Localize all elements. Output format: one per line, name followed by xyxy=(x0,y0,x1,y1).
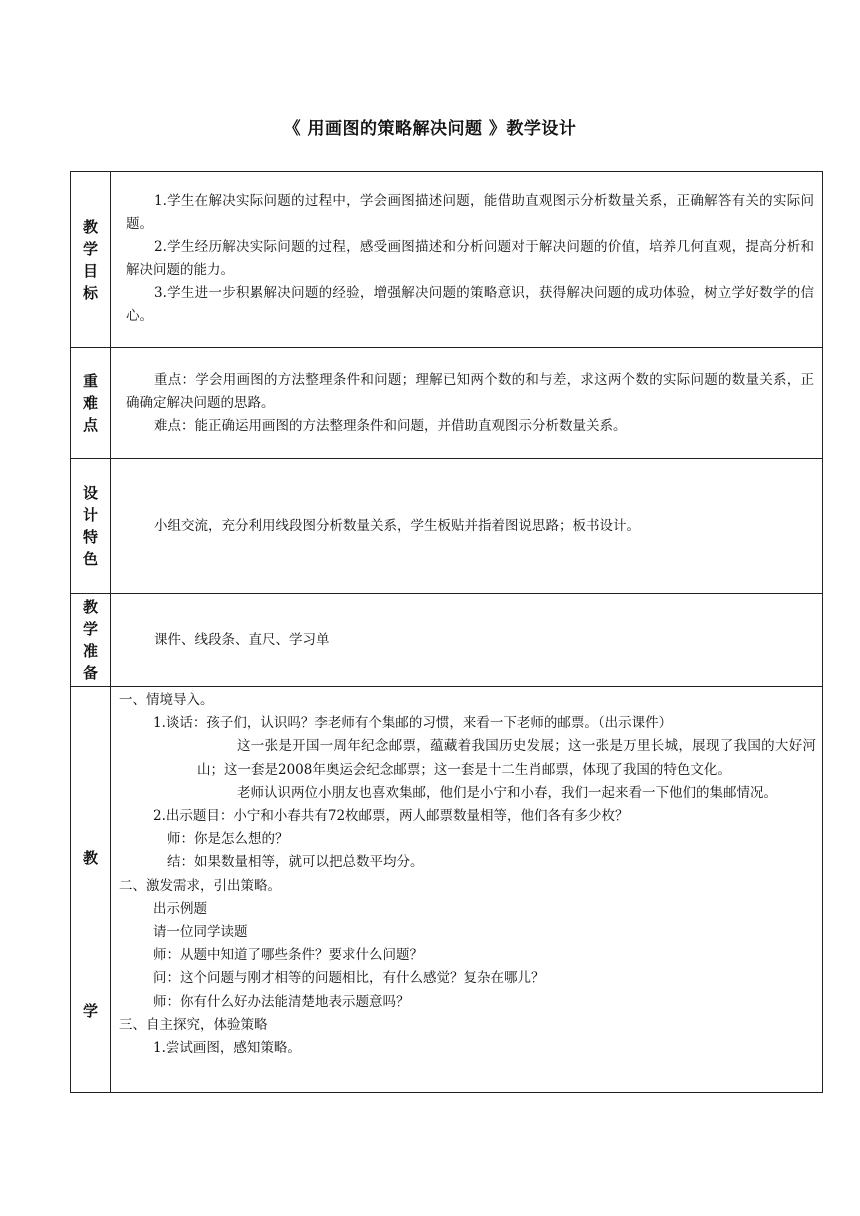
document-title: 《 用画图的策略解决问题 》教学设计 xyxy=(283,119,577,139)
preparation-row xyxy=(71,594,823,687)
teaching-line: 1.谈话：孩子们，认识吗？李老师有个集邮的习惯，来看一下老师的邮票。（出示课件） xyxy=(153,715,673,732)
section-heading-2: 二、激发需求，引出策略。 xyxy=(119,877,281,894)
difficult-point-paragraph: 难点：能正确运用画图的方法整理条件和问题，并借助直观图示分析数量关系。 xyxy=(154,418,627,434)
goal-paragraph-3: 3.学生进一步积累解决问题的经验，增强解决问题的策略意识，获得解决问题的成功体验，树立学好数学的信心。 xyxy=(126,285,814,324)
goals-row xyxy=(71,172,823,348)
teaching-label-bottom: 学 xyxy=(82,1002,98,1020)
features-text: 小组交流，充分利用线段图分析数量关系，学生板贴并指着图说思路；板书设计。 xyxy=(154,517,640,534)
teaching-row xyxy=(71,687,823,1093)
teaching-line: 请一位同学读题 xyxy=(153,924,248,941)
teaching-line: 出示例题 xyxy=(153,900,207,917)
goal-paragraph-2: 2.学生经历解决实际问题的过程，感受画图描述和分析问题对于解决问题的价值，培养几何直观，提高分析和解决问题的能力。 xyxy=(126,239,814,278)
key-points-label: 重 难 点 xyxy=(71,348,111,459)
teaching-line: 这一张是开国一周年纪念邮票，蕴藏着我国历史发展；这一张是万里长城，展现了我国的大好河山；这一套是2008年奥运会纪念邮票；这一套是十二生肖邮票，体现了我国的特色文化。 xyxy=(197,738,816,778)
teaching-line: 老师认识两位小朋友也喜欢集邮，他们是小宁和小春，我们一起来看一下他们的集邮情况。 xyxy=(237,784,777,801)
teaching-content xyxy=(111,687,823,1093)
teaching-line: 问：这个问题与刚才相等的问题相比，有什么感觉？复杂在哪儿？ xyxy=(153,970,545,987)
preparation-content xyxy=(111,594,823,687)
features-label: 设 计 特 色 xyxy=(71,459,111,594)
teaching-line: 师：你是怎么想的？ xyxy=(167,831,289,848)
teaching-line: 2.出示题目：小宁和小春共有72枚邮票，两人邮票数量相等，他们各有多少枚？ xyxy=(153,808,629,825)
goals-content xyxy=(111,172,823,348)
features-content xyxy=(111,459,823,594)
teaching-line: 结：如果数量相等，就可以把总数平均分。 xyxy=(167,854,424,871)
teaching-line: 师：从题中知道了哪些条件？要求什么问题？ xyxy=(153,947,423,964)
teaching-line: 1.尝试画图，感知策略。 xyxy=(153,1040,301,1057)
teaching-label xyxy=(71,687,111,1093)
section-heading-3: 三、自主探究，体验策略 xyxy=(119,1016,268,1033)
section-heading-1: 一、情境导入。 xyxy=(119,692,214,708)
key-points-row xyxy=(71,348,823,459)
teaching-line: 师：你有什么好办法能清楚地表示题意吗？ xyxy=(153,993,410,1010)
goals-label: 教 学 目 标 xyxy=(71,172,111,348)
preparation-text: 课件、线段条、直尺、学习单 xyxy=(154,631,330,648)
preparation-label: 教 学 准 备 xyxy=(71,594,111,687)
key-points-content xyxy=(111,348,823,459)
features-row xyxy=(71,459,823,594)
key-point-paragraph: 重点：学会用画图的方法整理条件和问题；理解已知两个数的和与差，求这两个数的实际问题的数量关系，正确确定解决问题的思路。 xyxy=(126,372,814,411)
teaching-label-top: 教 xyxy=(82,849,98,867)
goal-paragraph-1: 1.学生在解决实际问题的过程中，学会画图描述问题，能借助直观图示分析数量关系，正确解答有关的实际问题。 xyxy=(126,193,814,232)
lesson-plan-table xyxy=(70,171,823,1093)
